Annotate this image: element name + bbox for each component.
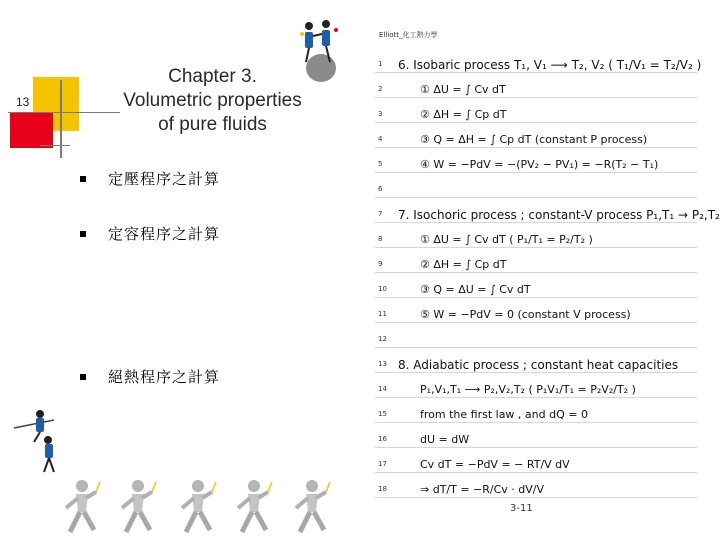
handwritten-line: from the first law , and dQ = 0 bbox=[420, 408, 588, 421]
title-line: of pure fluids bbox=[158, 114, 267, 135]
notebook-header: Elliott_化工熱力學 bbox=[379, 31, 438, 39]
running-figure-icon bbox=[172, 478, 224, 536]
running-figure-icon bbox=[286, 478, 338, 536]
ruled-line bbox=[375, 97, 697, 98]
handwritten-line: ② ΔH = ∫ Cp dT bbox=[420, 108, 507, 121]
line-number: 6 bbox=[378, 185, 383, 193]
ruled-line bbox=[375, 297, 697, 298]
divider-horizontal-short bbox=[40, 145, 70, 146]
line-number: 18 bbox=[378, 485, 387, 493]
ruled-line bbox=[375, 372, 697, 373]
line-number: 2 bbox=[378, 85, 383, 93]
handwritten-line: ③ Q = ΔU = ∫ Cv dT bbox=[420, 283, 531, 296]
ruled-line bbox=[375, 322, 697, 323]
accent-block-red bbox=[10, 113, 53, 148]
bullet-text: 絕熱程序之計算 bbox=[108, 368, 221, 386]
line-number: 3 bbox=[378, 110, 383, 118]
handwritten-line: Cv dT = −PdV = − RT/V dV bbox=[420, 458, 570, 471]
title-line: Volumetric properties bbox=[123, 90, 302, 111]
ruled-line bbox=[375, 147, 697, 148]
ruled-line bbox=[375, 397, 697, 398]
handwritten-line: dU = dW bbox=[420, 433, 470, 446]
handwritten-line: ② ΔH = ∫ Cp dT bbox=[420, 258, 507, 271]
handwritten-line: ④ W = −PdV = −(PV₂ − PV₁) = −R(T₂ − T₁) bbox=[420, 158, 659, 171]
ruled-line bbox=[375, 122, 697, 123]
ruled-line bbox=[375, 422, 697, 423]
handwritten-line: ① ΔU = ∫ Cv dT ( P₁/T₁ = P₂/T₂ ) bbox=[420, 233, 593, 246]
bullet-item bbox=[80, 366, 220, 387]
ruled-line bbox=[375, 172, 697, 173]
handwritten-line: ⇒ dT/T = −R/Cv · dV/V bbox=[420, 483, 545, 496]
handwritten-line: ③ Q = ΔH = ∫ Cp dT (constant P process) bbox=[420, 133, 648, 146]
ruled-line bbox=[375, 247, 697, 248]
line-number: 16 bbox=[378, 435, 387, 443]
line-number: 8 bbox=[378, 235, 383, 243]
handwritten-line: 6. Isobaric process T₁, V₁ ⟶ T₂, V₂ ( T₁/V₁ = T₂/V₂ ) bbox=[398, 58, 702, 72]
handwritten-line: ⑤ W = −PdV = 0 (constant V process) bbox=[420, 308, 631, 321]
line-number: 5 bbox=[378, 160, 383, 168]
line-number: 12 bbox=[378, 335, 387, 343]
running-figure-icon bbox=[112, 478, 164, 536]
bullet-text: 定壓程序之計算 bbox=[108, 170, 221, 188]
line-number: 7 bbox=[378, 210, 383, 218]
running-figure-icon bbox=[228, 478, 280, 536]
handwritten-line: 7. Isochoric process ; constant-V process P₁,T₁ → P₂,T₂ bbox=[398, 208, 720, 222]
line-number: 17 bbox=[378, 460, 387, 468]
ruled-line bbox=[375, 472, 697, 473]
line-number: 15 bbox=[378, 410, 387, 418]
slide-number: 13 bbox=[16, 95, 30, 109]
juggling-figures-icon bbox=[296, 16, 342, 82]
ruled-line bbox=[375, 447, 697, 448]
notebook-footer: 3-11 bbox=[510, 503, 533, 514]
ruled-line bbox=[375, 222, 697, 223]
bullet-square-icon bbox=[80, 374, 86, 380]
divider-vertical bbox=[60, 80, 62, 158]
bullet-item bbox=[80, 223, 220, 244]
handwritten-line: 8. Adiabatic process ; constant heat capacities bbox=[398, 358, 679, 372]
bullet-text: 定容程序之計算 bbox=[108, 225, 221, 243]
ruled-line bbox=[375, 197, 697, 198]
line-number: 1 bbox=[378, 60, 383, 68]
slide-title bbox=[95, 65, 330, 137]
bullet-square-icon bbox=[80, 176, 86, 182]
bullet-square-icon bbox=[80, 231, 86, 237]
running-figure-icon bbox=[56, 478, 108, 536]
ruled-line bbox=[375, 497, 697, 498]
line-number: 9 bbox=[378, 260, 383, 268]
title-line: Chapter 3. bbox=[168, 66, 257, 87]
handwritten-line: P₁,V₁,T₁ ⟶ P₂,V₂,T₂ ( P₁V₁/T₁ = P₂V₂/T₂ ) bbox=[420, 383, 636, 396]
ruled-line bbox=[375, 272, 697, 273]
handwritten-line: ① ΔU = ∫ Cv dT bbox=[420, 83, 506, 96]
line-number: 4 bbox=[378, 135, 383, 143]
line-number: 14 bbox=[378, 385, 387, 393]
ruled-line bbox=[375, 347, 697, 348]
bullet-item bbox=[80, 168, 220, 189]
line-number: 13 bbox=[378, 360, 387, 368]
ruled-line bbox=[375, 72, 697, 73]
climbing-figures-icon bbox=[10, 406, 62, 478]
line-number: 10 bbox=[378, 285, 387, 293]
line-number: 11 bbox=[378, 310, 387, 318]
